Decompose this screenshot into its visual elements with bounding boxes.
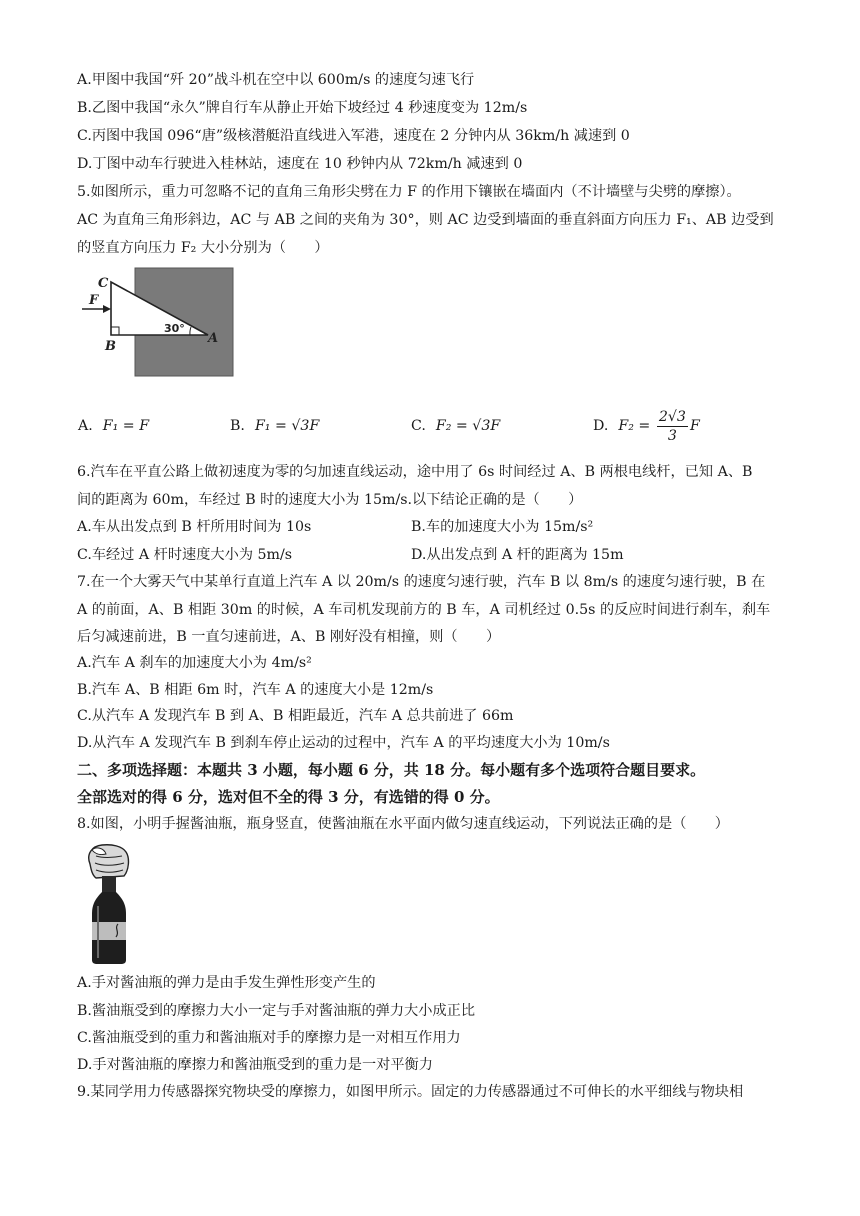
q5-stem-line-3: 的竖直方向压力 F₂ 大小分别为（ ） [77,240,329,256]
q5-stem-line-1: 5.如图所示，重力可忽略不记的直角三角形尖劈在力 F 的作用下镶嵌在墙面内（不计墙壁与尖劈的摩擦）。 [77,184,741,200]
q6-option-b: B.车的加速度大小为 15m/s² [411,519,594,535]
q5-option-d-fraction [657,408,688,445]
q5-option-a [78,416,149,436]
q7-option-b: B.汽车 A、B 相距 6m 时，汽车 A 的速度大小是 12m/s [77,682,434,698]
q5-option-b-label: B. [230,418,245,434]
label-f: F [89,293,99,308]
q5-option-d [593,400,700,452]
q5-option-c-expr: F₂ = √3F [435,418,501,434]
q5-option-d-label: D. [593,418,609,434]
angle-label: 30° [164,322,185,335]
q5-option-d-lhs: F₂ = [618,418,651,434]
q4-option-d: D.丁图中动车行驶进入桂林站，速度在 10 秒钟内从 72km/h 减速到 0 [77,156,523,172]
fraction-numerator: 2√3 [658,408,686,425]
bottle-neck [102,876,116,892]
q5-wedge-figure [78,266,238,378]
q7-stem-line-2: A 的前面，A、B 相距 30m 的时候，A 车司机发现前方的 B 车，A 司机经过 0.5s 的反应时间进行刹车，刹车 [77,602,771,618]
section2-heading-line-1: 二、多项选择题：本题共 3 小题，每小题 6 分，共 18 分。每小题有多个选项符合题目要求。 [77,761,706,779]
q4-option-b: B.乙图中我国“永久”牌自行车从静止开始下坡经过 4 秒速度变为 12m/s [77,100,528,116]
fraction-denominator: 3 [667,427,677,444]
q4-option-c: C.丙图中我国 096“唐”级核潜艇沿直线进入军港，速度在 2 分钟内从 36km/h 减速到 0 [77,128,630,144]
q7-option-c: C.从汽车 A 发现汽车 B 到 A、B 相距最近，汽车 A 总共前进了 66m [77,708,514,724]
q8-stem: 8.如图，小明手握酱油瓶，瓶身竖直，使酱油瓶在水平面内做匀速直线运动，下列说法正确的是（ ） [77,816,729,832]
q5-option-d-rhs: F [689,418,700,434]
q5-stem-line-2: AC 为直角三角形斜边，AC 与 AB 之间的夹角为 30°，则 AC 边受到墙面的垂直斜面方向压力 F₁、AB 边受到 [77,212,774,228]
q5-option-b [230,416,319,436]
q5-option-b-expr: F₁ = √3F [254,418,320,434]
q8-option-d: D.手对酱油瓶的摩擦力和酱油瓶受到的重力是一对平衡力 [77,1057,433,1073]
q6-option-a: A.车从出发点到 B 杆所用时间为 10s [77,519,312,535]
q7-stem-line-1: 7.在一个大雾天气中某单行直道上汽车 A 以 20m/s 的速度匀速行驶，汽车 B 以 8m/s 的速度匀速行驶，B 在 [77,574,766,590]
label-c: C [98,276,109,291]
q7-option-a: A.汽车 A 刹车的加速度大小为 4m/s² [77,655,312,671]
q7-option-d: D.从汽车 A 发现汽车 B 到刹车停止运动的过程中，汽车 A 的平均速度大小为 10m/s [77,735,610,751]
q8-option-c: C.酱油瓶受到的重力和酱油瓶对手的摩擦力是一对相互作用力 [77,1030,461,1046]
q5-option-a-expr: F₁ = F [102,418,150,434]
q6-stem-line-2: 间的距离为 60m，车经过 B 时的速度大小为 15m/s.以下结论正确的是（ ） [77,492,583,508]
q8-bottle-figure [82,842,136,966]
q7-stem-line-3: 后匀减速前进，B 一直匀速前进，A、B 刚好没有相撞，则（ ） [77,629,501,645]
q4-option-a: A.甲图中我国“歼 20”战斗机在空中以 600m/s 的速度匀速飞行 [77,72,475,88]
q8-option-a: A.手对酱油瓶的弹力是由手发生弹性形变产生的 [77,975,376,991]
q5-option-c [411,416,500,436]
q5-option-a-label: A. [78,418,93,434]
label-b: B [105,339,116,354]
section2-heading-line-2: 全部选对的得 6 分，选对但不全的得 3 分，有选错的得 0 分。 [77,788,500,806]
label-a: A [208,331,219,346]
q9-stem: 9.某同学用力传感器探究物块受的摩擦力，如图甲所示。固定的力传感器通过不可伸长的水平细线与物块相 [77,1084,744,1100]
q6-option-c: C.车经过 A 杆时速度大小为 5m/s [77,547,293,563]
q5-option-c-label: C. [411,418,426,434]
force-arrowhead [103,305,111,313]
q6-option-d: D.从出发点到 A 杆的距离为 15m [411,547,624,563]
q8-option-b: B.酱油瓶受到的摩擦力大小一定与手对酱油瓶的弹力大小成正比 [77,1003,476,1019]
q6-stem-line-1: 6.汽车在平直公路上做初速度为零的匀加速直线运动，途中用了 6s 时间经过 A、B 两根电线杆，已知 A、B [77,464,753,480]
